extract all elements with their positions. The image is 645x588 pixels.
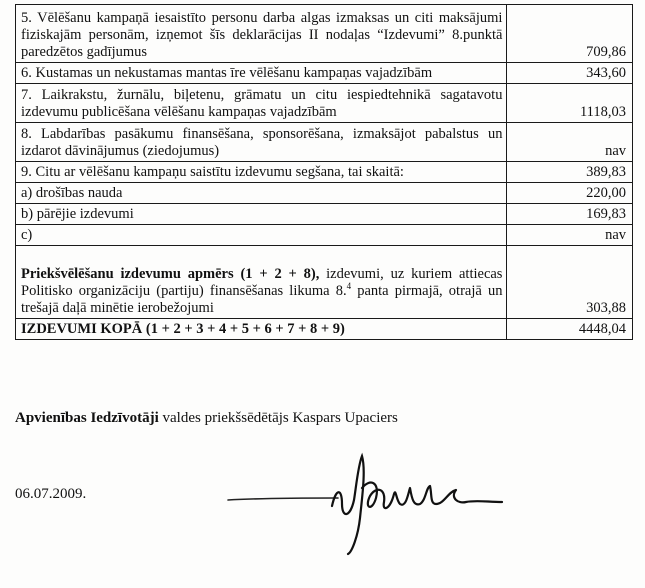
pre-election-expenses-heading: Priekšvēlēšanu izdevumu apmērs (1 + 2 + 8),	[21, 266, 320, 282]
table-row	[16, 246, 633, 319]
organization-name: Apvienības Iedzīvotāji	[15, 410, 159, 426]
table-row	[16, 84, 633, 123]
row-description: c)	[16, 225, 507, 246]
law-article-superscript: 4	[346, 281, 352, 291]
row-description: 7. Laikrakstu, žurnālu, biļetenu, grāmatu un citu iespiedtehnikā sagatavotu izdevumu publicēšana vēlēšanu kampaņas vajadzībām	[16, 84, 507, 123]
row-value: 303,88	[507, 246, 633, 319]
row-description: 6. Kustamas un nekustamas mantas īre vēlēšanu kampaņas vajadzībām	[16, 63, 507, 84]
table-row	[16, 183, 633, 204]
row-description: 8. Labdarības pasākumu finansēšana, sponsorēšana, izmaksājot pabalstus un izdarot dāvinājumus (ziedojumus)	[16, 123, 507, 162]
table-row-total	[16, 319, 633, 340]
row-value: nav	[507, 225, 633, 246]
row-value: 169,83	[507, 204, 633, 225]
row-value: 389,83	[507, 162, 633, 183]
signer-title: valdes priekšsēdētājs Kaspars Upaciers	[158, 410, 398, 426]
total-label: IZDEVUMI KOPĀ (1 + 2 + 3 + 4 + 5 + 6 + 7 + 8 + 9)	[16, 319, 507, 340]
table-row	[16, 123, 633, 162]
pre-election-expenses-text-b: panta pirmajā, otrajā un trešajā daļā minētie ierobežojumi	[21, 283, 503, 316]
row-value: 220,00	[507, 183, 633, 204]
row-value: 343,60	[507, 63, 633, 84]
table-row	[16, 225, 633, 246]
handwritten-signature	[220, 448, 520, 558]
row-description	[16, 246, 507, 319]
row-description: 5. Vēlēšanu kampaņā iesaistīto personu darba algas izmaksas un citi maksājumi fiziskajām personām, izņemot šīs deklarācijas II nodaļas “Izdevumi” 8.punktā paredzētos gadījumus	[16, 5, 507, 63]
table-row	[16, 63, 633, 84]
total-value: 4448,04	[507, 319, 633, 340]
expenses-table	[15, 4, 633, 340]
document-date: 06.07.2009.	[15, 486, 87, 502]
table-row	[16, 162, 633, 183]
table-row	[16, 5, 633, 63]
row-description: a) drošības nauda	[16, 183, 507, 204]
row-value: 709,86	[507, 5, 633, 63]
row-value: 1118,03	[507, 84, 633, 123]
row-description: 9. Citu ar vēlēšanu kampaņu saistītu izdevumu segšana, tai skaitā:	[16, 162, 507, 183]
pre-election-expenses-text-a: izdevumi, uz kuriem attiecas Politisko organizāciju (partiju) finansēšanas likuma 8.	[21, 266, 503, 299]
row-value: nav	[507, 123, 633, 162]
table-row	[16, 204, 633, 225]
row-description: b) pārējie izdevumi	[16, 204, 507, 225]
signer-line	[15, 410, 398, 427]
